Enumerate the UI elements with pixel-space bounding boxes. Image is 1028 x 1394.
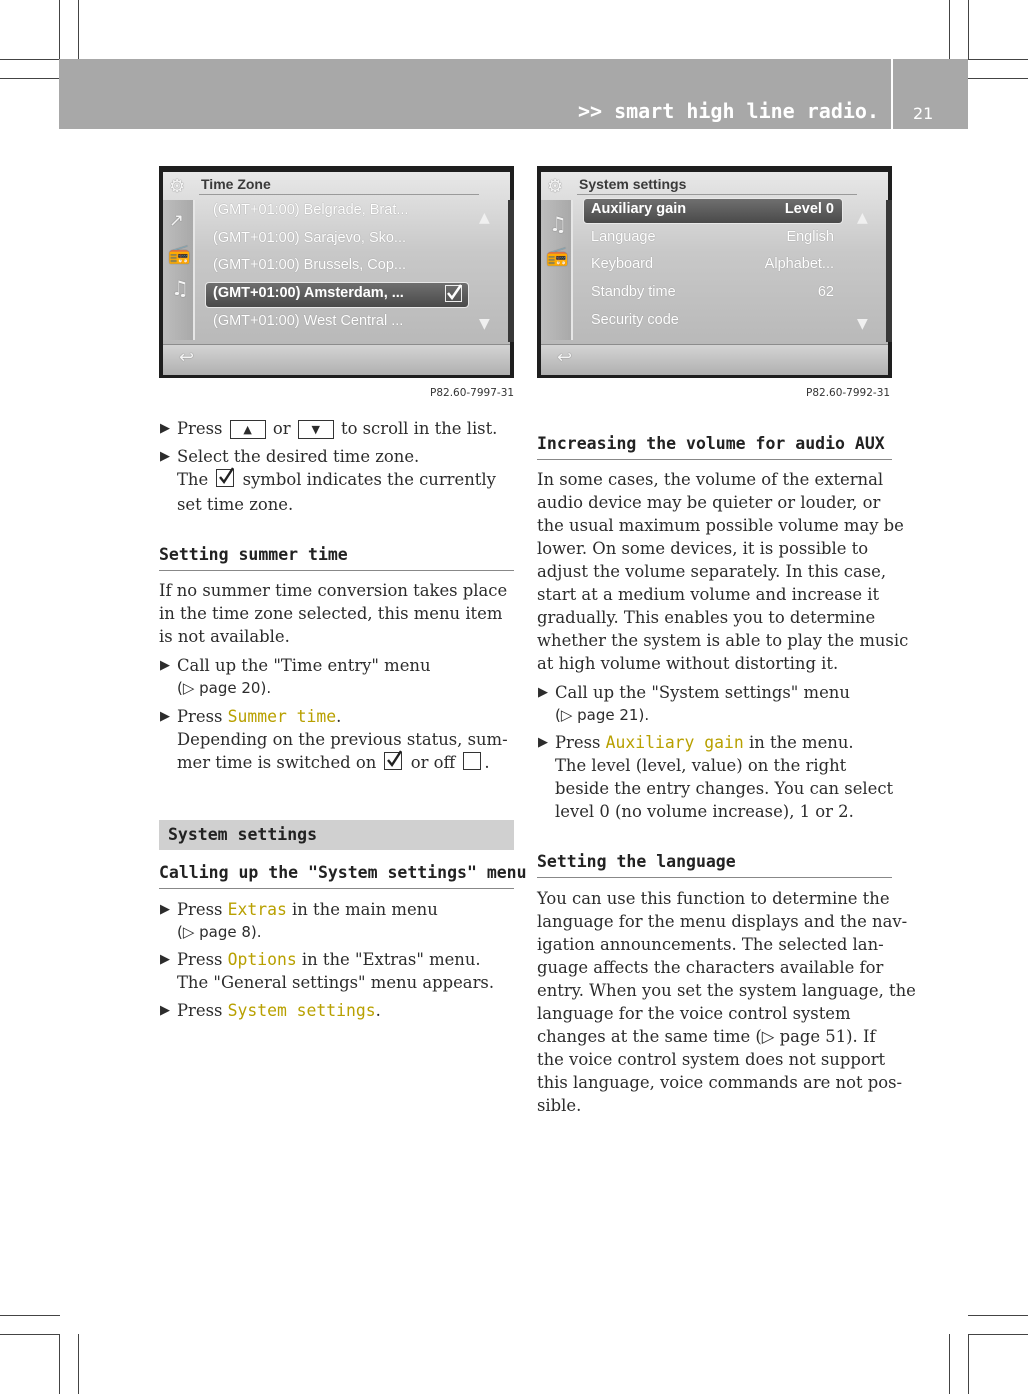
text: Press	[177, 1001, 223, 1020]
menu-value: English	[786, 229, 834, 245]
image-code: P82.60-7992-31	[806, 387, 891, 399]
menu-row-standby-time[interactable]: Standby time	[591, 284, 676, 300]
crop-mark	[0, 78, 60, 79]
paragraph: changes at the same time (▷ page 51). If	[537, 1027, 876, 1046]
timezone-row[interactable]: (GMT+01:00) Sarajevo, Sko...	[213, 230, 407, 246]
paragraph: at high volume without distorting it.	[537, 654, 839, 673]
image-code: P82.60-7997-31	[430, 387, 515, 399]
page-reference: (▷ page 20).	[177, 679, 272, 697]
instruction-text	[177, 751, 490, 774]
header-title: >> smart high line radio.	[577, 99, 879, 123]
paragraph: whether the system is able to play the music	[537, 631, 909, 650]
paragraph: In some cases, the volume of the external	[537, 470, 884, 489]
bullet-arrow-icon: ▶	[538, 735, 548, 750]
heading-volume-aux: Increasing the volume for audio AUX	[537, 434, 885, 453]
music-note-icon: ♫	[171, 276, 189, 300]
instruction-text: The level (level, value) on the right	[555, 756, 847, 775]
page-number: 21	[913, 104, 934, 123]
scroll-up-icon[interactable]: ▲	[479, 210, 490, 226]
instruction-text: level 0 (no volume increase), 1 or 2.	[555, 802, 854, 821]
section-band	[159, 820, 514, 850]
menu-value: 62	[817, 284, 834, 300]
screen-display	[163, 172, 510, 374]
paragraph: language for the voice control system	[537, 1004, 851, 1023]
paragraph: start at a medium volume and increase it	[537, 585, 880, 604]
bullet-arrow-icon: ▶	[160, 709, 170, 724]
bullet-arrow-icon: ▶	[160, 1003, 170, 1018]
heading-calling-up: Calling up the "System settings" menu	[159, 863, 527, 882]
text: The	[177, 470, 209, 489]
down-key: ▼	[298, 420, 334, 439]
heading-rule	[537, 459, 892, 460]
menu-item-extras: Extras	[227, 900, 287, 919]
text: Press	[177, 950, 223, 969]
sidebar-separator	[571, 200, 573, 340]
crop-mark	[968, 0, 969, 60]
instruction-scroll	[177, 417, 497, 440]
text: .	[484, 753, 490, 772]
paragraph: If no summer time conversion takes place	[159, 581, 508, 600]
paragraph: gradually. This enables you to determine	[537, 608, 876, 627]
paragraph: lower. On some devices, it is possible to	[537, 539, 869, 558]
paragraph: in the time zone selected, this menu item	[159, 604, 503, 623]
back-arrow-icon[interactable]: ↩	[557, 347, 573, 368]
menu-row-security-code[interactable]: Security code	[591, 312, 679, 328]
checkbox-empty-icon	[463, 752, 481, 770]
bullet-arrow-icon: ▶	[160, 902, 170, 917]
menu-row-keyboard[interactable]: Keyboard	[591, 256, 654, 272]
crop-mark	[0, 1334, 60, 1335]
menu-item-auxiliary-gain: Auxiliary gain	[605, 733, 744, 752]
bullet-arrow-icon: ▶	[160, 952, 170, 967]
screen-bottom-bar	[163, 344, 510, 375]
time-zone-screenshot	[159, 166, 514, 378]
text: in the menu.	[748, 733, 854, 752]
paragraph: You can use this function to determine the	[537, 889, 890, 908]
text: .	[336, 707, 342, 726]
paragraph: language for the menu displays and the nav-	[537, 912, 908, 931]
crop-mark	[0, 59, 60, 60]
text: mer time is switched on	[177, 753, 377, 772]
text: to scroll in the list.	[340, 419, 498, 438]
instruction: Call up the "Time entry" menu	[177, 656, 431, 675]
settings-gear-icon: ⚙	[169, 176, 186, 197]
crop-mark	[968, 1334, 969, 1394]
up-key: ▲	[230, 420, 266, 439]
text: Press	[177, 419, 223, 438]
paragraph: guage affects the characters available for	[537, 958, 884, 977]
text: .	[375, 1001, 381, 1020]
crop-mark	[59, 0, 60, 60]
screen-title: Time Zone	[201, 176, 271, 192]
checkbox-checked-icon	[384, 752, 402, 770]
radio-icon: 📻	[168, 244, 191, 265]
screen-bottom-bar	[541, 344, 888, 375]
crop-mark	[78, 0, 79, 60]
page-reference: (▷ page 8).	[177, 923, 262, 941]
menu-row-language[interactable]: Language	[591, 229, 656, 245]
instruction-text: Depending on the previous status, sum-	[177, 730, 508, 749]
instruction	[177, 705, 341, 728]
crop-mark	[949, 1334, 950, 1394]
crop-mark	[949, 0, 950, 60]
radio-icon: 📻	[546, 246, 569, 267]
instruction-select-text	[177, 468, 496, 491]
page-header	[59, 59, 891, 129]
crop-mark	[968, 1315, 1028, 1316]
text: or off	[410, 753, 456, 772]
heading-language: Setting the language	[537, 852, 736, 871]
instruction-text: beside the entry changes. You can select	[555, 779, 894, 798]
title-divider	[577, 194, 857, 195]
bullet-arrow-icon: ▶	[538, 685, 548, 700]
crop-mark	[78, 1334, 79, 1394]
scroll-down-icon[interactable]: ▼	[479, 316, 490, 332]
crop-mark	[968, 59, 1028, 60]
paragraph: audio device may be quieter or louder, or	[537, 493, 881, 512]
navigation-icon: ↗	[169, 210, 185, 231]
scroll-up-icon[interactable]: ▲	[857, 210, 868, 226]
menu-value: Level 0	[784, 201, 834, 217]
heading-summer-time: Setting summer time	[159, 545, 348, 564]
instruction	[177, 898, 438, 921]
instruction: Call up the "System settings" menu	[555, 683, 850, 702]
heading-rule	[537, 877, 892, 878]
screen-bezel	[508, 200, 514, 342]
timezone-row-selected[interactable]: (GMT+01:00) Amsterdam, ...	[213, 285, 404, 301]
menu-item-options: Options	[227, 950, 297, 969]
crop-mark	[968, 78, 1028, 79]
text: in the main menu	[292, 900, 438, 919]
bullet-arrow-icon: ▶	[160, 658, 170, 673]
checkbox-checked-icon	[216, 469, 234, 487]
page-number-box	[893, 59, 968, 129]
bullet-arrow-icon: ▶	[160, 421, 170, 436]
paragraph: adjust the volume separately. In this case,	[537, 562, 887, 581]
text: Press	[177, 707, 223, 726]
text: or	[272, 419, 291, 438]
paragraph: is not available.	[159, 627, 290, 646]
checkbox-checked-icon	[445, 285, 462, 302]
screen-bezel	[886, 200, 892, 342]
text: symbol indicates the currently	[242, 470, 496, 489]
text: in the "Extras" menu.	[301, 950, 481, 969]
timezone-row[interactable]: (GMT+01:00) West Central ...	[213, 313, 404, 329]
paragraph: igation announcements. The selected lan-	[537, 935, 884, 954]
back-arrow-icon[interactable]: ↩	[179, 347, 195, 368]
heading-rule	[159, 570, 514, 571]
page-reference: (▷ page 21).	[555, 706, 650, 724]
instruction	[177, 999, 381, 1022]
section-title: System settings	[168, 825, 318, 844]
paragraph: this language, voice commands are not pos-	[537, 1073, 903, 1092]
settings-gear-icon: ⚙	[547, 176, 564, 197]
sidebar-separator	[193, 200, 195, 340]
timezone-row[interactable]: (GMT+01:00) Belgrade, Brat...	[213, 202, 409, 218]
scroll-down-icon[interactable]: ▼	[857, 316, 868, 332]
paragraph: entry. When you set the system language, the	[537, 981, 916, 1000]
instruction-select: Select the desired time zone.	[177, 447, 420, 466]
menu-item-system-settings: System settings	[227, 1001, 376, 1020]
paragraph: the voice control system does not support	[537, 1050, 886, 1069]
instruction-select-text: set time zone.	[177, 495, 294, 514]
heading-rule	[159, 888, 514, 889]
paragraph: sible.	[537, 1096, 582, 1115]
menu-value: Alphabet...	[764, 256, 834, 272]
menu-row-auxiliary-gain[interactable]: Auxiliary gain	[591, 201, 687, 217]
title-divider	[199, 194, 479, 195]
screen-title: System settings	[579, 176, 687, 192]
paragraph: the usual maximum possible volume may be	[537, 516, 904, 535]
bullet-arrow-icon: ▶	[160, 449, 170, 464]
system-settings-screenshot	[537, 166, 892, 378]
text: Press	[177, 900, 223, 919]
timezone-row[interactable]: (GMT+01:00) Brussels, Cop...	[213, 257, 406, 273]
crop-mark	[0, 1315, 60, 1316]
instruction	[177, 948, 481, 971]
instruction-text: The "General settings" menu appears.	[177, 973, 495, 992]
crop-mark	[59, 1334, 60, 1394]
music-note-icon: ♫	[549, 212, 567, 236]
text: Press	[555, 733, 601, 752]
crop-mark	[968, 1334, 1028, 1335]
instruction	[555, 731, 854, 754]
screen-display	[541, 172, 888, 374]
menu-item-summer-time: Summer time	[227, 707, 337, 726]
